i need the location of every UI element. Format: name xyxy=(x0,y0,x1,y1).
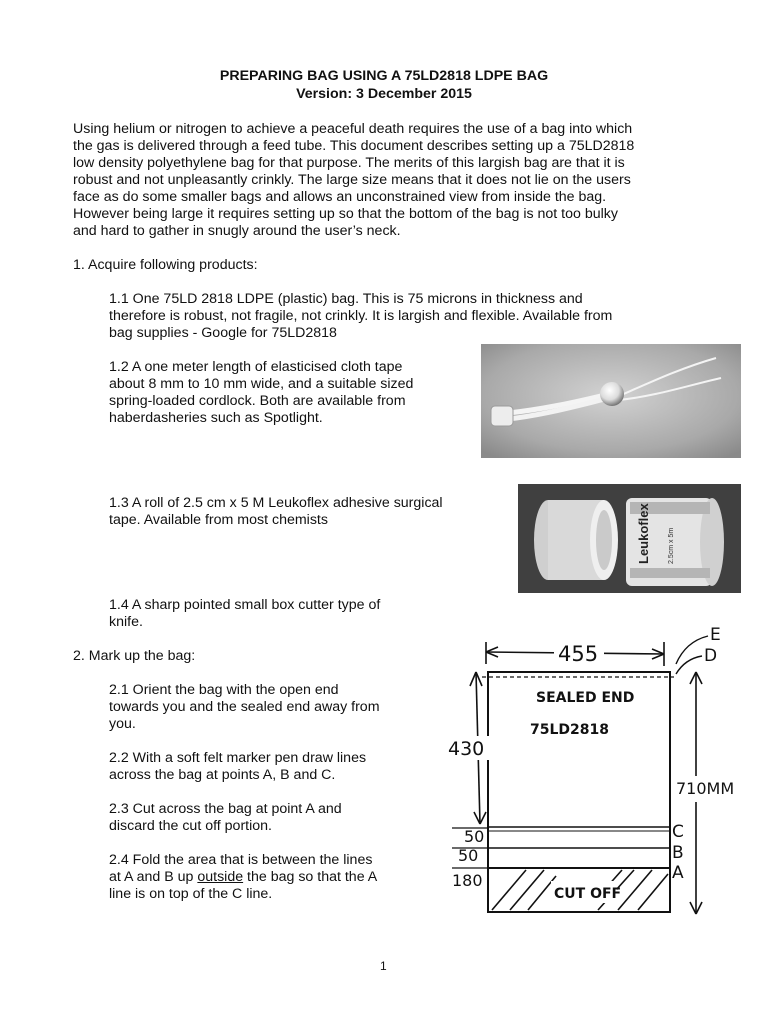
item-line: 1.4 A sharp pointed small box cutter type of xyxy=(109,597,381,613)
point-e-label: E xyxy=(710,625,721,645)
item-line: 2.4 Fold the area that is between the lines xyxy=(109,852,373,868)
segment-c-label: 50 xyxy=(464,827,485,846)
intro-line: face as do some smaller bags and allows an unconstrained view from inside the bag. xyxy=(73,189,607,205)
item-line: therefore is robust, not fragile, not crinkly. It is largish and flexible. Available from xyxy=(109,308,613,324)
tape-brand-label: Leukoflex xyxy=(636,503,651,564)
point-c-label: C xyxy=(672,822,684,842)
bag-code-label: 75LD2818 xyxy=(530,722,609,738)
item-text: the bag so that the A xyxy=(243,869,378,885)
point-d-label: D xyxy=(704,646,718,666)
intro-line: the gas is delivered through a feed tube. This document describes setting up a 75LD2818 xyxy=(73,138,635,154)
item-line: knife. xyxy=(109,614,143,630)
intro-line: and hard to gather in snugly around the user’s neck. xyxy=(73,223,401,239)
segment-a-label: 180 xyxy=(452,871,483,890)
point-b-label: B xyxy=(672,843,684,863)
item-line: 2.1 Orient the bag with the open end xyxy=(109,682,339,698)
cut-off-label: CUT OFF xyxy=(554,886,622,902)
page-number: 1 xyxy=(380,959,387,973)
item-line: spring-loaded cordlock. Both are available from xyxy=(109,393,406,409)
underlined-word: outside xyxy=(197,869,244,885)
section2-heading: 2. Mark up the bag: xyxy=(73,648,196,664)
intro-line: However being large it requires setting up so that the bottom of the bag is not too bulky xyxy=(73,206,618,222)
item-line: line is on top of the C line. xyxy=(109,886,273,902)
item-line xyxy=(109,869,377,886)
section1-heading: 1. Acquire following products: xyxy=(73,257,258,273)
item-line: 2.3 Cut across the bag at point A and xyxy=(109,801,342,817)
top-segment-label: 430 xyxy=(448,738,485,760)
leukoflex-tape-photo xyxy=(518,484,741,593)
item-line: 1.3 A roll of 2.5 cm x 5 M Leukoflex adhesive surgical xyxy=(109,495,443,511)
item-line: across the bag at points A, B and C. xyxy=(109,767,336,783)
intro-line: Using helium or nitrogen to achieve a peaceful death requires the use of a bag into which xyxy=(73,121,633,137)
item-line: tape. Available from most chemists xyxy=(109,512,328,528)
item-line: about 8 mm to 10 mm wide, and a suitable sized xyxy=(109,376,414,392)
tape-size-label: 2.5cm x 5m xyxy=(668,527,675,564)
cordlock-photo xyxy=(481,344,741,458)
bag-outline xyxy=(488,672,670,912)
item-line: haberdasheries such as Spotlight. xyxy=(109,410,323,426)
document-title: PREPARING BAG USING A 75LD2818 LDPE BAG xyxy=(219,68,549,84)
height-label: 710MM xyxy=(676,779,735,798)
item-line: discard the cut off portion. xyxy=(109,818,272,834)
item-line: 2.2 With a soft felt marker pen draw lines xyxy=(109,750,367,766)
item-line: bag supplies - Google for 75LD2818 xyxy=(109,325,337,341)
item-line: 1.1 One 75LD 2818 LDPE (plastic) bag. This is 75 microns in thickness and xyxy=(109,291,583,307)
point-a-label: A xyxy=(672,863,684,883)
item-text: at A and B up xyxy=(109,869,198,885)
item-line: you. xyxy=(109,716,136,732)
intro-line: low density polyethylene bag for that purpose. The merits of this largish bag are that it is xyxy=(73,155,625,171)
document-version: Version: 3 December 2015 xyxy=(296,86,472,102)
intro-line: robust and not unpleasantly crinkly. The large size means that it does not lie on the users xyxy=(73,172,631,188)
width-label: 455 xyxy=(558,642,599,666)
item-line: 1.2 A one meter length of elasticised cloth tape xyxy=(109,359,403,375)
item-line: towards you and the sealed end away from xyxy=(109,699,380,715)
bag-diagram xyxy=(438,624,768,924)
sealed-end-label: SEALED END xyxy=(536,690,635,706)
segment-b-label: 50 xyxy=(458,846,479,865)
